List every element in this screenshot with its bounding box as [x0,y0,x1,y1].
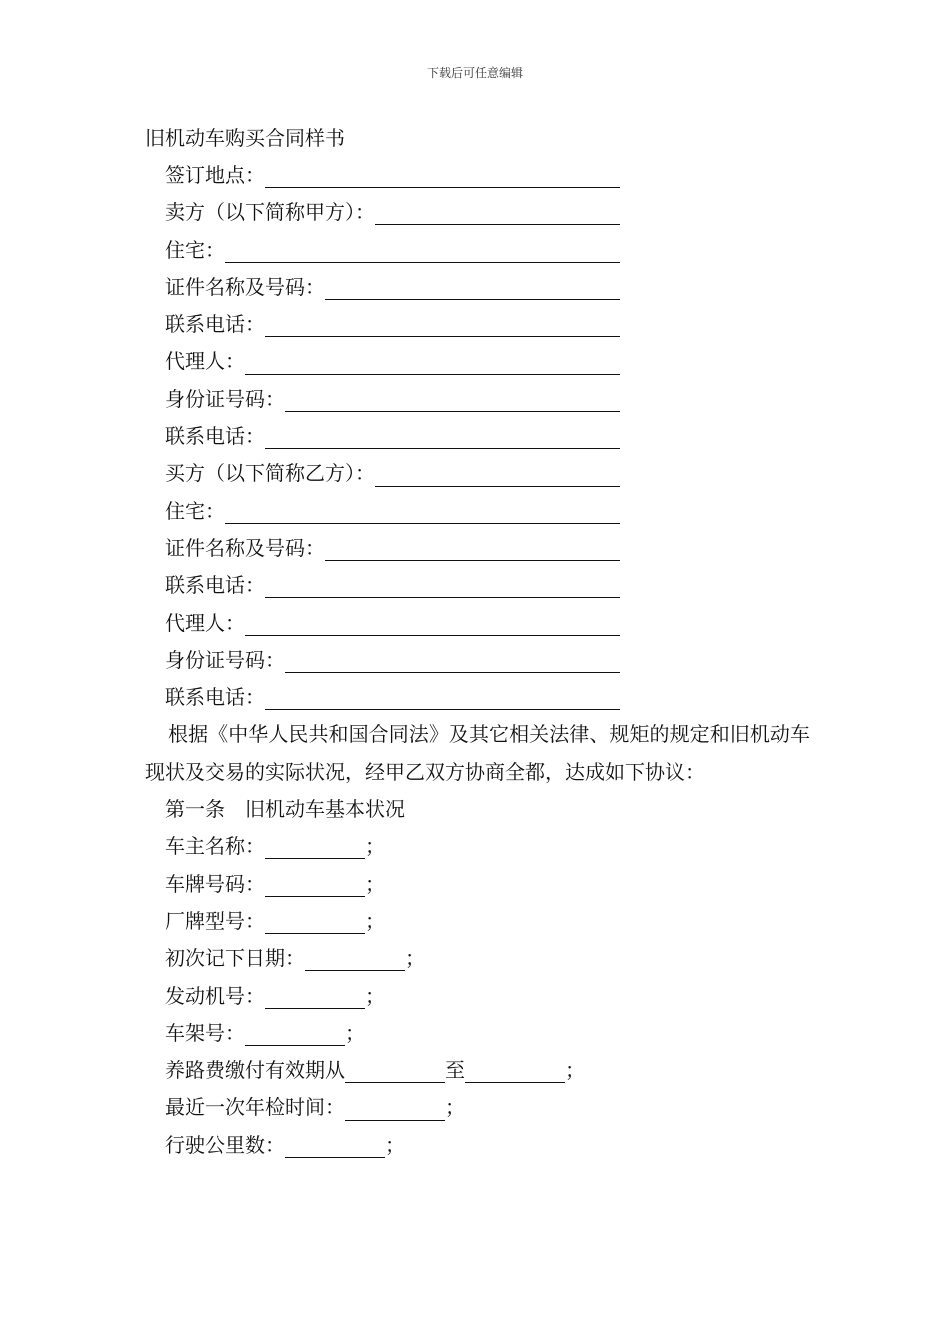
party-field-blank[interactable] [245,352,620,375]
road-fee-row [145,1052,810,1089]
vehicle-field-row [145,903,810,940]
party-field-blank[interactable] [265,426,620,449]
party-field-blank[interactable] [375,202,620,225]
vehicle-tail-field-blank[interactable] [345,1098,445,1121]
party-field-label: 联系电话： [165,424,265,449]
vehicle-field-row [145,1015,810,1052]
party-field-row [145,232,810,269]
party-field-row [145,642,810,679]
vehicle-field-blank[interactable] [265,986,365,1009]
party-field-blank[interactable] [265,687,620,710]
party-field-blank[interactable] [225,240,620,263]
article-1-heading [145,791,810,828]
road-fee-end: ； [565,1058,585,1083]
party-field-blank[interactable] [265,314,620,337]
vehicle-field-label: 车牌号码： [165,871,265,896]
vehicle-field-terminator: ； [365,871,385,896]
party-field-blank[interactable] [325,277,620,300]
vehicle-field-terminator: ； [365,983,385,1008]
party-field-label: 卖方（以下简称甲方）： [165,200,375,225]
party-field-label: 买方（以下简称乙方）： [165,461,375,486]
party-field-row [145,679,810,716]
vehicle-tail-field-row [145,1127,810,1164]
party-field-row [145,418,810,455]
party-field-row [145,381,810,418]
vehicle-field-label: 初次记下日期： [165,946,305,971]
party-field-row [145,567,810,604]
party-field-row [145,530,810,567]
vehicle-field-terminator: ； [405,946,425,971]
article-1-tail-fields [145,1089,810,1164]
party-field-row [145,269,810,306]
party-field-label: 代理人： [165,610,245,635]
party-field-blank[interactable] [265,575,620,598]
page-header-note: 下载后可任意编辑 [426,66,523,80]
party-field-blank[interactable] [245,613,620,636]
vehicle-field-blank[interactable] [265,836,365,859]
document-title: 旧机动车购买合同样书 [145,126,345,150]
road-fee-label: 养路费缴付有效期从 [165,1058,345,1083]
vehicle-field-row [145,866,810,903]
party-field-blank[interactable] [375,464,620,487]
party-field-label: 证件名称及号码： [165,535,325,560]
party-field-label: 联系电话： [165,573,265,598]
vehicle-field-blank[interactable] [245,1023,345,1046]
vehicle-tail-field-blank[interactable] [285,1135,385,1158]
vehicle-field-row [145,828,810,865]
vehicle-field-blank[interactable] [305,948,405,971]
vehicle-field-terminator: ； [365,834,385,859]
party-field-row [145,605,810,642]
vehicle-field-label: 厂牌型号： [165,908,265,933]
party-field-row [145,194,810,231]
party-field-row [145,343,810,380]
party-field-label: 联系电话： [165,312,265,337]
vehicle-field-label: 车主名称： [165,834,265,859]
road-fee-from-blank[interactable] [345,1060,445,1083]
vehicle-field-label: 发动机号： [165,983,265,1008]
party-field-label: 身份证号码： [165,647,285,672]
vehicle-tail-field-label: 行驶公里数： [165,1132,285,1157]
vehicle-field-terminator: ； [365,908,385,933]
party-field-row [145,157,810,194]
vehicle-field-label: 车架号： [165,1020,245,1045]
party-field-row [145,493,810,530]
vehicle-tail-field-label: 最近一次年检时间： [165,1095,345,1120]
party-fields-section [145,157,810,716]
vehicle-tail-field-terminator: ； [385,1132,405,1157]
party-field-label: 身份证号码： [165,386,285,411]
vehicle-field-row [145,940,810,977]
party-field-label: 代理人： [165,349,245,374]
vehicle-tail-field-terminator: ； [445,1095,465,1120]
contract-document [145,120,810,1164]
intro-paragraph: 根据《中华人民共和国合同法》及其它相关法律、规矩的规定和旧机动车现状及交易的实际状况，经甲乙双方协商全都，达成如下协议： [145,722,810,784]
road-fee-to-blank[interactable] [465,1060,565,1083]
party-field-blank[interactable] [225,501,620,524]
party-field-row [145,455,810,492]
party-field-blank[interactable] [325,538,620,561]
vehicle-field-blank[interactable] [265,874,365,897]
party-field-blank[interactable] [285,389,620,412]
party-field-label: 证件名称及号码： [165,274,325,299]
party-field-label: 签订地点： [165,163,265,187]
party-field-blank[interactable] [285,650,620,673]
vehicle-field-terminator: ； [345,1020,365,1045]
road-fee-mid: 至 [445,1058,465,1083]
vehicle-field-blank[interactable] [265,911,365,934]
article-1-fields [145,828,810,1052]
party-field-row [145,306,810,343]
party-field-label: 住宅： [165,237,225,262]
vehicle-field-row [145,978,810,1015]
article-1-heading-text: 第一条 旧机动车基本状况 [165,797,405,822]
vehicle-tail-field-row [145,1089,810,1126]
party-field-label: 联系电话： [165,685,265,710]
party-field-label: 住宅： [165,498,225,523]
party-field-blank[interactable] [265,165,620,188]
